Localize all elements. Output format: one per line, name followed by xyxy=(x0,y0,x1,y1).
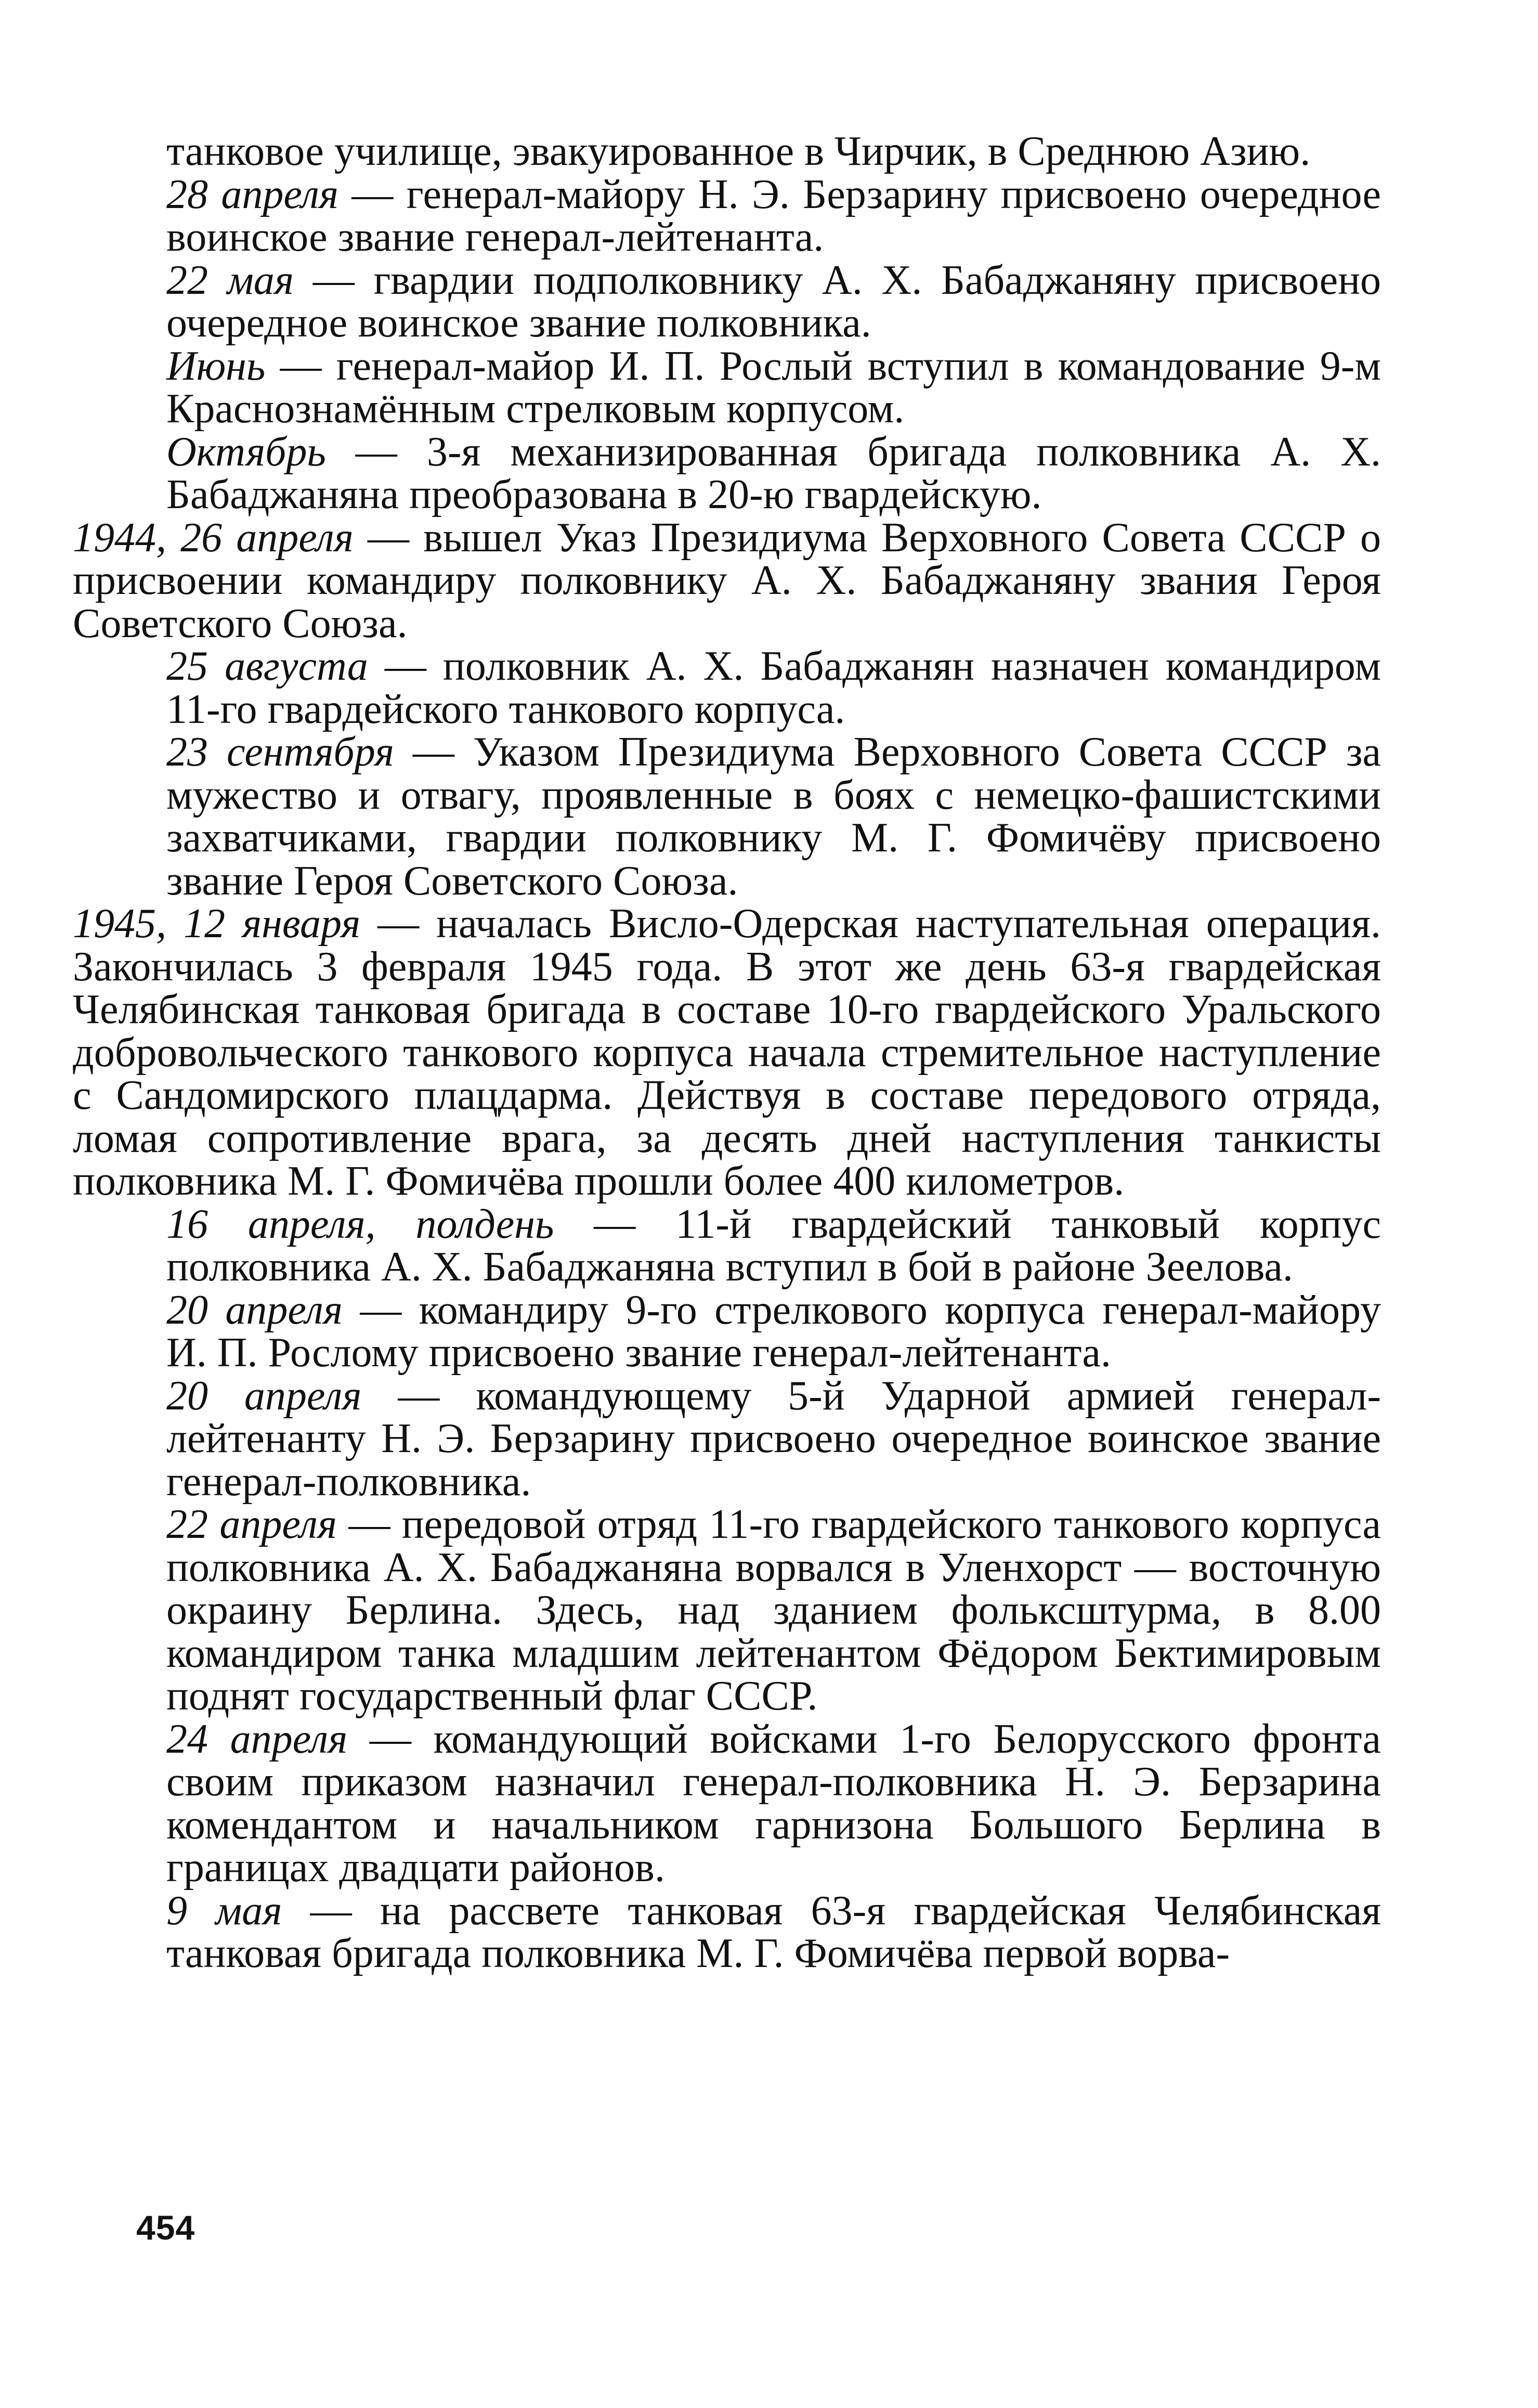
entry-date: Июнь xyxy=(166,343,266,389)
entry-text: — передовой отряд 11-го гвардейского танкового корпуса полковника А. Х. Бабаджаняна ворвался в Уленхорст — восточную окраину Берлина. Здесь, над зданием фольксштурма, в 8.00 командиром танка младшим лейтенантом Фёдором Бектимировым поднят государственный флаг СССР. xyxy=(166,1501,1381,1719)
entry-date: 22 апреля xyxy=(166,1501,337,1547)
chronology-entry xyxy=(166,731,1381,902)
chronology-entry xyxy=(166,431,1381,516)
entry-text: — командующему 5-й Ударной армией генерал-лейтенанту Н. Э. Берзарину присвоено очередное воинское звание генерал-полковника. xyxy=(166,1373,1381,1505)
chronology-entry-continued xyxy=(166,130,1381,173)
entry-text: — на рассвете танковая 63-я гвардейская Челябинская танковая бригада полковника М. Г. Фомичёва первой ворва- xyxy=(166,1887,1381,1976)
chronology-text xyxy=(73,128,1381,1976)
chronology-entry-year xyxy=(73,902,1381,1203)
entry-date: Октябрь xyxy=(166,429,326,475)
chronology-entry xyxy=(166,1889,1381,1975)
entry-text: — гвардии подполковнику А. Х. Бабаджаняну присвоено очередное воинское звание полковника. xyxy=(166,257,1381,346)
chronology-entry xyxy=(166,1375,1381,1504)
entry-text: — генерал-майору Н. Э. Берзарину присвоено очередное воинское звание генерал-лейтенанта. xyxy=(166,171,1381,260)
entry-date: 20 апреля xyxy=(166,1287,343,1333)
chronology-entry xyxy=(166,1718,1381,1889)
entry-text: — командиру 9-го стрелкового корпуса генерал-майору И. П. Рослому присвоено звание генерал-лейтенанта. xyxy=(166,1287,1381,1376)
entry-text: — 11-й гвардейский танковый корпус полковника А. Х. Бабаджаняна вступил в бой в районе Зеелова. xyxy=(166,1201,1381,1290)
chronology-entry xyxy=(166,1203,1381,1289)
entry-date: 1945, 12 января xyxy=(73,901,361,947)
entry-text: — Указом Президиума Верховного Совета СССР за мужество и отвагу, проявленные в боях с немецко-фашистскими захватчиками, гвардии полковнику М. Г. Фомичёву присвоено звание Героя Советского Союза. xyxy=(166,729,1381,904)
chronology-entry xyxy=(166,645,1381,731)
entry-text: — 3-я механизированная бригада полковника А. Х. Бабаджаняна преобразована в 20-ю гвардейскую. xyxy=(166,429,1381,517)
entry-date: 24 апреля xyxy=(166,1716,348,1762)
chronology-entry xyxy=(166,1289,1381,1375)
entry-date: 9 мая xyxy=(166,1887,282,1934)
chronology-entry xyxy=(166,259,1381,345)
entry-text: — вышел Указ Президиума Верховного Совета СССР о присвоении командиру полковнику А. Х. Бабаджаняну звания Героя Советского Союза. xyxy=(73,514,1381,646)
entry-text: — командующий войсками 1-го Белорусского фронта своим приказом назначил генерал-полковника Н. Э. Берзарина комендантом и начальником гарнизона Большого Берлина в границах двадцати районов. xyxy=(166,1716,1381,1891)
page-number: 454 xyxy=(136,2208,195,2247)
entry-text: — генерал-майор И. П. Рослый вступил в командование 9-м Краснознамённым стрелковым корпусом. xyxy=(166,343,1381,432)
entry-date: 1944, 26 апреля xyxy=(73,514,354,561)
entry-date: 23 сентября xyxy=(166,729,394,775)
entry-date: 28 апреля xyxy=(166,171,338,217)
chronology-entry-year xyxy=(73,516,1381,645)
entry-text: — полковник А. Х. Бабаджанян назначен командиром 11-го гвардейского танкового корпуса. xyxy=(166,643,1381,732)
chronology-entry xyxy=(166,345,1381,431)
entry-text: — началась Висло-Одерская наступательная операция. Закончилась 3 февраля 1945 года. В этот же день 63-я гвардейская Челябинская танковая бригада в составе 10-го гвардейского Уральского добровольческого танкового корпуса начала стремительное наступление с Сандомирского плацдарма. Действуя в составе передового отряда, ломая сопротивление врага, за десять дней наступления танкисты полковника М. Г. Фомичёва прошли более 400 километров. xyxy=(73,901,1381,1204)
entry-date: 22 мая xyxy=(166,257,294,303)
entry-date: 16 апреля, полдень xyxy=(166,1201,554,1247)
chronology-entry xyxy=(166,173,1381,259)
entry-date: 20 апреля xyxy=(166,1373,362,1419)
entry-text: танковое училище, эвакуированное в Чирчик, в Среднюю Азию. xyxy=(166,128,1311,174)
chronology-entry xyxy=(166,1503,1381,1718)
entry-date: 25 августа xyxy=(166,643,368,689)
